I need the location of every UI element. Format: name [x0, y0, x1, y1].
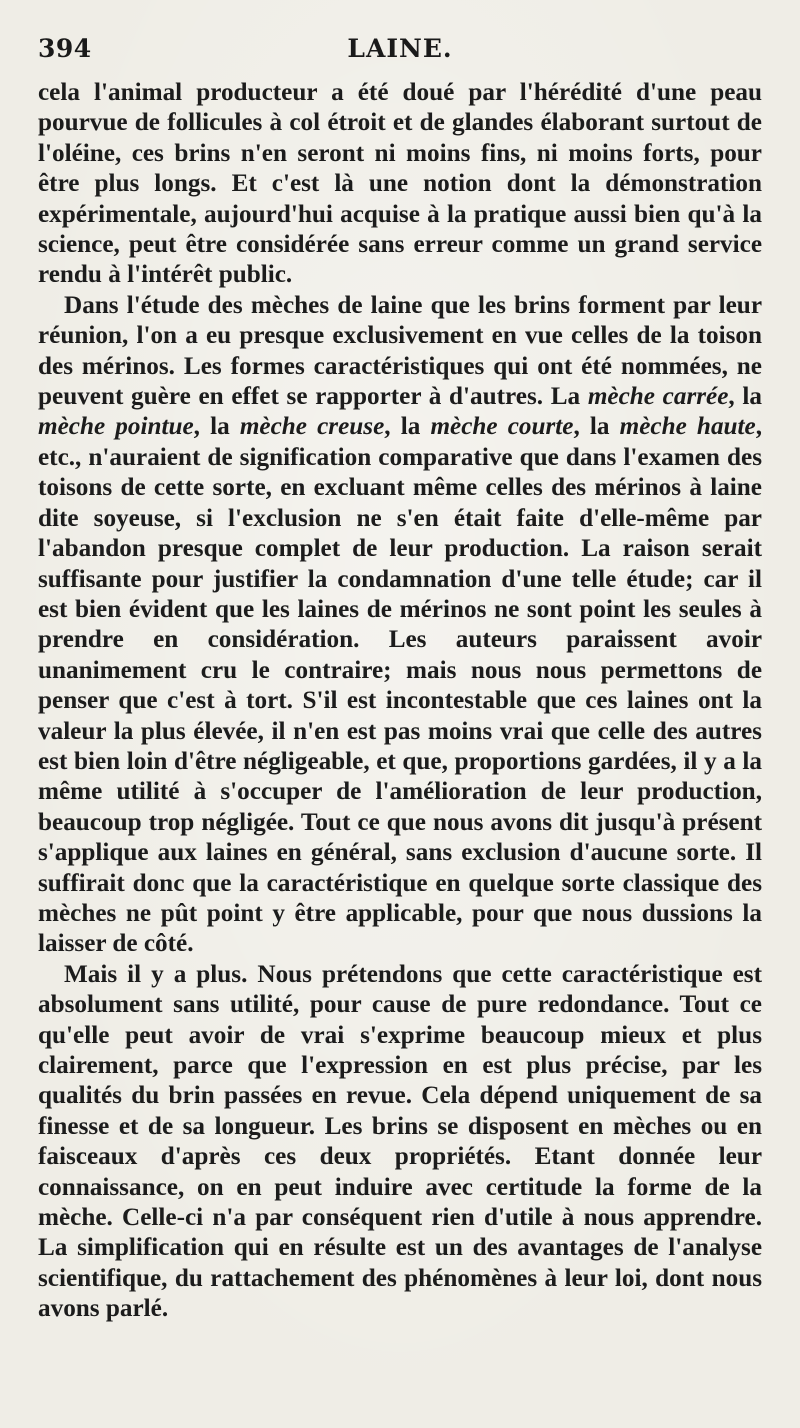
- paragraph-2-text-b: , etc., n'auraient de signification comparative que dans l'examen des toisons de cette sorte, en excluant même celles des mérinos à laine dite soyeuse, si l'exclusion ne s'en était faite d'elle-même par l'abandon presque complet de leur production. La raison serait suffisante pour justifier la condamnation d'une telle étude; car il est bien évident que les laines de mérinos ne sont point les seules à prendre en considération. Les auteurs paraissent avoir unanimement cru le contraire; mais nous nous permettons de penser que c'est à tort. S'il est incontestable que ces laines ont la valeur la plus élevée, il n'en est pas moins vrai que celle des autres est bien loin d'être négligeable, et que, proportions gardées, il y a la même utilité à s'occuper de l'amélioration de leur production, beaucoup trop négligée. Tout ce que nous avons dit jusqu'à présent s'applique aux laines en général, sans exclusion d'aucune sorte. Il suffirait donc que la caractéristique en quelque sorte classique des mèches ne pût point y être applicable, pour que nous dussions la laisser de côté.: [38, 413, 763, 958]
- paragraph-2: [38, 291, 762, 960]
- page-number: 394: [38, 34, 92, 63]
- separator: , la: [384, 413, 431, 441]
- separator: , la: [728, 383, 763, 411]
- separator: , la: [193, 413, 240, 441]
- running-head: [38, 30, 762, 78]
- separator: , la: [573, 413, 620, 441]
- paragraph-3: Mais il y a plus. Nous prétendons que cette caractéristique est absolument sans utilité, pour cause de pure redondance. Tout ce qu'elle peut avoir de vrai s'exprime beaucoup mieux et plus clairement, parce que l'expression en est plus précise, par les qualités du brin passées en revue. Cela dépend uniquement de sa finesse et de sa longueur. Les brins se disposent en mèches ou en faisceaux d'après ces deux propriétés. Etant donnée leur connaissance, on en peut induire avec certitude la forme de la mèche. Celle-ci n'a par conséquent rien d'utile à nous apprendre. La simplification qui en résulte est un des avantages de l'analyse scientifique, du rattachement des phénomènes à leur loi, dont nous avons parlé.: [38, 960, 762, 1323]
- term-meche-haute: mèche haute: [619, 413, 756, 441]
- running-title: LAINE.: [347, 34, 453, 63]
- body-text: [38, 78, 762, 1325]
- term-meche-courte: mèche courte: [430, 413, 574, 441]
- paragraph-2-text-a: Dans l'étude des mèches de laine que les brins forment par leur réunion, l'on a eu presque exclusivement en vue celles de la toison des mérinos. Les formes caractéristiques qui ont été nommées, ne peuvent guère en effet se rapporter à d'autres. La: [38, 291, 762, 411]
- term-meche-carree: mèche carrée: [587, 383, 729, 411]
- term-meche-creuse: mèche creuse: [239, 413, 385, 441]
- paragraph-1: cela l'animal producteur a été doué par l'hérédité d'une peau pourvue de follicules à col étroit et de glandes élaborant surtout de l'oléine, ces brins n'en seront ni moins fins, ni moins forts, pour être plus longs. Et c'est là une notion dont la démonstration expérimentale, aujourd'hui acquise à la pratique aussi bien qu'à la science, peut être considérée sans erreur comme un grand service rendu à l'intérêt public.: [38, 79, 762, 289]
- term-meche-pointue: mèche pointue: [38, 413, 194, 441]
